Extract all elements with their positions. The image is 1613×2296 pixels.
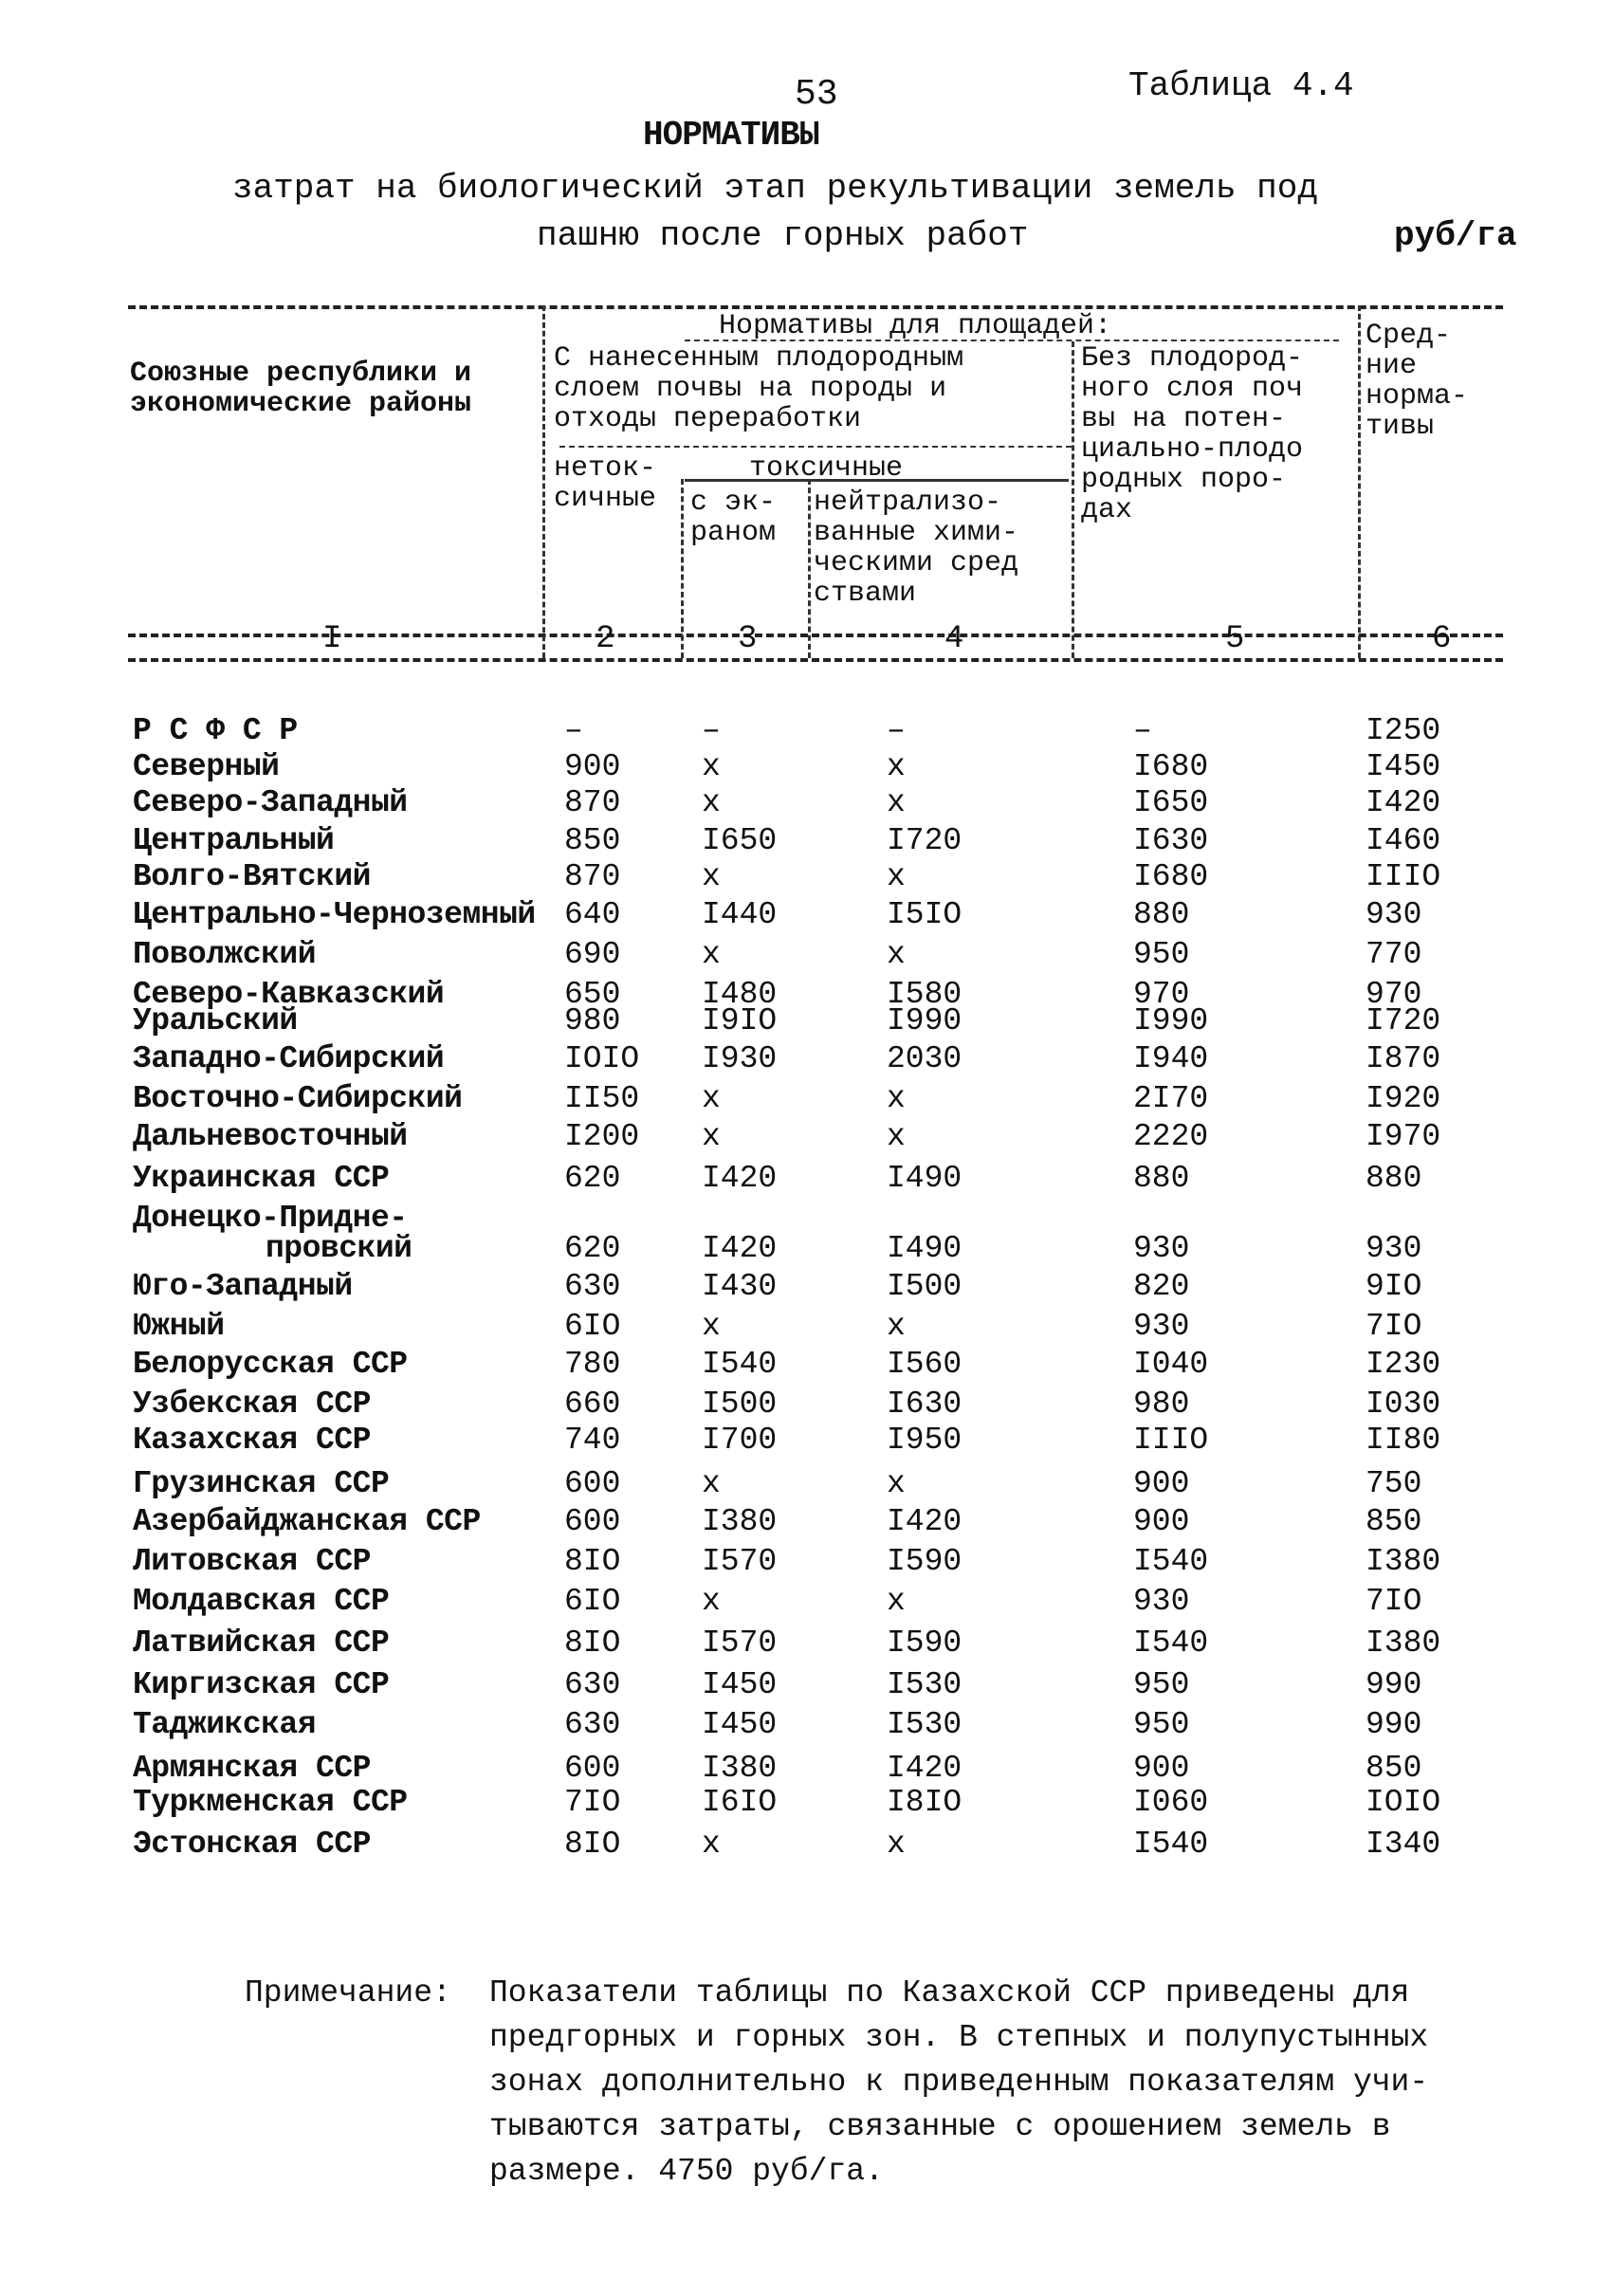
table-row bbox=[133, 1347, 1498, 1385]
table-row bbox=[133, 1466, 1498, 1504]
table-row bbox=[133, 1785, 1498, 1823]
value-col-4: I5IO bbox=[887, 897, 962, 932]
region-name: Эстонская ССР bbox=[133, 1827, 371, 1862]
column-number-1: I bbox=[322, 621, 342, 657]
value-col-2: 870 bbox=[564, 859, 621, 894]
value-col-2: 630 bbox=[564, 1269, 621, 1304]
value-col-2: 8IO bbox=[564, 1827, 621, 1862]
value-col-6: I380 bbox=[1366, 1626, 1441, 1661]
value-col-2: 600 bbox=[564, 1751, 621, 1786]
value-col-2: 600 bbox=[564, 1504, 621, 1539]
region-name: Северный bbox=[133, 749, 280, 784]
table-row bbox=[133, 1119, 1498, 1157]
value-col-3: x bbox=[702, 1827, 721, 1862]
value-col-4: I560 bbox=[887, 1347, 962, 1382]
value-col-5: IIIO bbox=[1133, 1423, 1209, 1458]
region-name: Казахская ССР bbox=[133, 1423, 371, 1458]
value-col-5: 930 bbox=[1133, 1309, 1190, 1344]
value-col-3: x bbox=[702, 1309, 721, 1344]
value-col-4: x bbox=[887, 1119, 906, 1154]
region-name: Южный bbox=[133, 1309, 225, 1344]
value-col-6: I920 bbox=[1366, 1081, 1441, 1116]
value-col-6: IOIO bbox=[1366, 1785, 1441, 1820]
value-col-3: I9IO bbox=[702, 1003, 778, 1038]
value-col-3: I480 bbox=[702, 977, 778, 1012]
value-col-3: – bbox=[702, 713, 721, 748]
value-col-3: x bbox=[702, 785, 721, 820]
region-name: Молдавская ССР bbox=[133, 1584, 390, 1619]
value-col-6: 7IO bbox=[1366, 1584, 1422, 1619]
value-col-6: I970 bbox=[1366, 1119, 1441, 1154]
column-number-2: 2 bbox=[596, 621, 615, 657]
value-col-3: x bbox=[702, 859, 721, 894]
value-col-4: x bbox=[887, 937, 906, 972]
value-col-3: I570 bbox=[702, 1544, 778, 1579]
table-row bbox=[133, 937, 1498, 975]
value-col-3: x bbox=[702, 1584, 721, 1619]
value-col-3: x bbox=[702, 937, 721, 972]
table-row bbox=[133, 1387, 1498, 1424]
value-col-5: 2220 bbox=[1133, 1119, 1209, 1154]
table-row bbox=[133, 713, 1498, 751]
value-col-6: 990 bbox=[1366, 1667, 1422, 1702]
value-col-2: 780 bbox=[564, 1347, 621, 1382]
page-number: 53 bbox=[795, 74, 838, 115]
table-row bbox=[133, 823, 1498, 861]
value-col-3: I430 bbox=[702, 1269, 778, 1304]
value-col-5: – bbox=[1133, 713, 1152, 748]
footnote-label: Примечание: bbox=[245, 1975, 451, 2011]
table-row bbox=[133, 785, 1498, 823]
value-col-6: 930 bbox=[1366, 897, 1422, 932]
value-col-2: 6IO bbox=[564, 1584, 621, 1619]
value-col-2: 630 bbox=[564, 1707, 621, 1742]
header-bottom-rule-2 bbox=[128, 658, 1503, 662]
region-name: Дальневосточный bbox=[133, 1119, 408, 1154]
value-col-6: 850 bbox=[1366, 1504, 1422, 1539]
value-col-5: 900 bbox=[1133, 1504, 1190, 1539]
column-number-4: 4 bbox=[944, 621, 964, 657]
value-col-2: 620 bbox=[564, 1161, 621, 1196]
value-col-2: 8IO bbox=[564, 1544, 621, 1579]
value-col-6: I030 bbox=[1366, 1387, 1441, 1422]
value-col-4: I530 bbox=[887, 1667, 962, 1702]
value-col-5: 900 bbox=[1133, 1466, 1190, 1501]
vertical-divider-5 bbox=[1358, 305, 1361, 658]
value-col-6: I420 bbox=[1366, 785, 1441, 820]
table-row bbox=[133, 1827, 1498, 1864]
value-col-5: 980 bbox=[1133, 1387, 1190, 1422]
value-col-5: I680 bbox=[1133, 859, 1209, 894]
value-col-2: – bbox=[564, 713, 583, 748]
value-col-2: 7IO bbox=[564, 1785, 621, 1820]
vertical-divider-4 bbox=[1072, 341, 1074, 658]
table-row bbox=[133, 1161, 1498, 1199]
region-name: Юго-Западный bbox=[133, 1269, 353, 1304]
value-col-6: 930 bbox=[1366, 1231, 1422, 1266]
header-screen: с эк- раном bbox=[690, 487, 777, 549]
value-col-4: I490 bbox=[887, 1231, 962, 1266]
value-col-5: 950 bbox=[1133, 1667, 1190, 1702]
region-name: Туркменская ССР bbox=[133, 1785, 408, 1820]
header-average: Сред- ние норма- тивы bbox=[1366, 320, 1469, 443]
value-col-3: x bbox=[702, 1119, 721, 1154]
value-col-4: I630 bbox=[887, 1387, 962, 1422]
value-col-2: IOIO bbox=[564, 1041, 640, 1076]
value-col-4: x bbox=[887, 1827, 906, 1862]
table-row bbox=[133, 1504, 1498, 1542]
value-col-2: 900 bbox=[564, 749, 621, 784]
vertical-divider-2 bbox=[681, 479, 684, 658]
table-row bbox=[133, 1667, 1498, 1705]
region-name: Уральский bbox=[133, 1003, 298, 1038]
value-col-4: I420 bbox=[887, 1751, 962, 1786]
value-col-2: 740 bbox=[564, 1423, 621, 1458]
value-col-4: x bbox=[887, 1466, 906, 1501]
value-col-5: 950 bbox=[1133, 937, 1190, 972]
value-col-5: I060 bbox=[1133, 1785, 1209, 1820]
value-col-3: I450 bbox=[702, 1667, 778, 1702]
header-group: Нормативы для площадей: bbox=[719, 310, 1112, 342]
table-row bbox=[133, 1081, 1498, 1119]
value-col-5: I990 bbox=[1133, 1003, 1209, 1038]
region-name: Северо-Кавказский bbox=[133, 977, 445, 1012]
value-col-5: I940 bbox=[1133, 1041, 1209, 1076]
value-col-4: I500 bbox=[887, 1269, 962, 1304]
value-col-2: 630 bbox=[564, 1667, 621, 1702]
value-col-5: 880 bbox=[1133, 1161, 1190, 1196]
region-name: Донецко-Придне- bbox=[133, 1201, 408, 1236]
unit-label: руб/га bbox=[1394, 216, 1517, 255]
table-row bbox=[133, 859, 1498, 897]
region-name: провский bbox=[266, 1231, 412, 1266]
value-col-6: I450 bbox=[1366, 749, 1441, 784]
column-number-5: 5 bbox=[1225, 621, 1245, 657]
value-col-6: I230 bbox=[1366, 1347, 1441, 1382]
table-row bbox=[133, 1003, 1498, 1041]
value-col-3: I540 bbox=[702, 1347, 778, 1382]
value-col-4: I720 bbox=[887, 823, 962, 858]
value-col-5: I630 bbox=[1133, 823, 1209, 858]
value-col-6: I870 bbox=[1366, 1041, 1441, 1076]
value-col-4: 2030 bbox=[887, 1041, 962, 1076]
value-col-5: 900 bbox=[1133, 1751, 1190, 1786]
value-col-4: – bbox=[887, 713, 906, 748]
region-name: Центральный bbox=[133, 823, 335, 858]
region-name: Таджикская bbox=[133, 1707, 317, 1742]
table-row bbox=[133, 1707, 1498, 1745]
vertical-divider-1 bbox=[542, 305, 545, 658]
header-nontoxic: неток- сичные bbox=[554, 452, 657, 515]
value-col-2: II50 bbox=[564, 1081, 640, 1116]
value-col-4: I420 bbox=[887, 1504, 962, 1539]
footnote-text: Показатели таблицы по Казахской ССР приведены для предгорных и горных зон. В степных и полупустынных зонах дополнительно к приведенным показателям учи- тываются затраты, связанные с орошением земель в размере. 4750 руб/га. bbox=[489, 1975, 1429, 2189]
table-row bbox=[133, 1751, 1498, 1789]
value-col-2: 620 bbox=[564, 1231, 621, 1266]
region-name: Волго-Вятский bbox=[133, 859, 371, 894]
value-col-5: I680 bbox=[1133, 749, 1209, 784]
value-col-2: 640 bbox=[564, 897, 621, 932]
value-col-6: II80 bbox=[1366, 1423, 1441, 1458]
header-without-soil: Без плодород- ного слоя поч вы на потен- циально-плодо родных поро- дах bbox=[1081, 342, 1304, 526]
subtitle-line-1: затрат на биологический этап рекультивации земель под bbox=[232, 169, 1318, 208]
region-name: Западно-Сибирский bbox=[133, 1041, 445, 1076]
table-row bbox=[133, 749, 1498, 787]
value-col-5: 970 bbox=[1133, 977, 1190, 1012]
header-toxic: токсичные bbox=[749, 452, 904, 485]
region-name: Латвийская ССР bbox=[133, 1626, 390, 1661]
column-number-6: 6 bbox=[1432, 621, 1452, 657]
value-col-3: I500 bbox=[702, 1387, 778, 1422]
value-col-4: x bbox=[887, 1309, 906, 1344]
value-col-2: I200 bbox=[564, 1119, 640, 1154]
value-col-5: I040 bbox=[1133, 1347, 1209, 1382]
table-label: Таблица 4.4 bbox=[1128, 66, 1354, 105]
subtitle-line-2: пашню после горных работ bbox=[537, 216, 1029, 255]
value-col-3: I700 bbox=[702, 1423, 778, 1458]
region-name: Литовская ССР bbox=[133, 1544, 371, 1579]
value-col-3: I450 bbox=[702, 1707, 778, 1742]
value-col-6: I340 bbox=[1366, 1827, 1441, 1862]
table-row bbox=[133, 1544, 1498, 1582]
value-col-6: 970 bbox=[1366, 977, 1422, 1012]
value-col-4: I950 bbox=[887, 1423, 962, 1458]
value-col-3: I570 bbox=[702, 1626, 778, 1661]
table-row bbox=[133, 897, 1498, 935]
value-col-5: I540 bbox=[1133, 1544, 1209, 1579]
value-col-4: I530 bbox=[887, 1707, 962, 1742]
column-number-3: 3 bbox=[738, 621, 758, 657]
region-name: Киргизская ССР bbox=[133, 1667, 390, 1702]
value-col-6: 880 bbox=[1366, 1161, 1422, 1196]
value-col-3: I420 bbox=[702, 1161, 778, 1196]
header-col1: Союзные республики и экономические районы bbox=[130, 358, 472, 420]
header-top-rule bbox=[128, 305, 1503, 309]
value-col-2: 8IO bbox=[564, 1626, 621, 1661]
table-row bbox=[133, 1309, 1498, 1347]
region-name: Узбекская ССР bbox=[133, 1387, 371, 1422]
value-col-6: I720 bbox=[1366, 1003, 1441, 1038]
value-col-6: 770 bbox=[1366, 937, 1422, 972]
value-col-6: 7IO bbox=[1366, 1309, 1422, 1344]
value-col-3: I380 bbox=[702, 1504, 778, 1539]
value-col-6: I250 bbox=[1366, 713, 1441, 748]
page-title: НОРМАТИВЫ bbox=[643, 116, 819, 155]
value-col-6: 990 bbox=[1366, 1707, 1422, 1742]
value-col-4: I590 bbox=[887, 1626, 962, 1661]
header-with-soil: С нанесенным плодородным слоем почвы на породы и отходы переработки bbox=[554, 342, 964, 435]
value-col-3: I440 bbox=[702, 897, 778, 932]
region-name: Восточно-Сибирский bbox=[133, 1081, 463, 1116]
value-col-5: 950 bbox=[1133, 1707, 1190, 1742]
value-col-5: I650 bbox=[1133, 785, 1209, 820]
value-col-3: I650 bbox=[702, 823, 778, 858]
region-name: Северо-Западный bbox=[133, 785, 408, 820]
value-col-5: 820 bbox=[1133, 1269, 1190, 1304]
value-col-5: I540 bbox=[1133, 1827, 1209, 1862]
value-col-5: 930 bbox=[1133, 1584, 1190, 1619]
value-col-2: 980 bbox=[564, 1003, 621, 1038]
value-col-4: I990 bbox=[887, 1003, 962, 1038]
value-col-6: 750 bbox=[1366, 1466, 1422, 1501]
value-col-4: x bbox=[887, 749, 906, 784]
region-name: Азербайджанская ССР bbox=[133, 1504, 481, 1539]
value-col-6: IIIO bbox=[1366, 859, 1441, 894]
value-col-4: I580 bbox=[887, 977, 962, 1012]
value-col-6: I460 bbox=[1366, 823, 1441, 858]
soil-underline bbox=[559, 446, 1072, 448]
value-col-2: 690 bbox=[564, 937, 621, 972]
table-row bbox=[133, 1041, 1498, 1079]
region-name: Поволжский bbox=[133, 937, 317, 972]
value-col-2: 600 bbox=[564, 1466, 621, 1501]
value-col-5: 2I70 bbox=[1133, 1081, 1209, 1116]
value-col-4: x bbox=[887, 785, 906, 820]
value-col-2: 6IO bbox=[564, 1309, 621, 1344]
value-col-4: x bbox=[887, 1081, 906, 1116]
value-col-3: I930 bbox=[702, 1041, 778, 1076]
region-name: Армянская ССР bbox=[133, 1751, 371, 1786]
value-col-5: 930 bbox=[1133, 1231, 1190, 1266]
vertical-divider-3 bbox=[808, 479, 811, 658]
value-col-6: I380 bbox=[1366, 1544, 1441, 1579]
value-col-4: x bbox=[887, 1584, 906, 1619]
table-row bbox=[133, 1584, 1498, 1622]
value-col-4: x bbox=[887, 859, 906, 894]
value-col-2: 660 bbox=[564, 1387, 621, 1422]
value-col-6: 850 bbox=[1366, 1751, 1422, 1786]
region-name: Центрально-Черноземный bbox=[133, 897, 536, 932]
value-col-3: x bbox=[702, 1466, 721, 1501]
value-col-2: 850 bbox=[564, 823, 621, 858]
table-row bbox=[133, 1423, 1498, 1460]
region-name: Р С Ф С Р bbox=[133, 713, 298, 748]
table-row bbox=[133, 1269, 1498, 1307]
region-name: Грузинская ССР bbox=[133, 1466, 390, 1501]
value-col-2: 870 bbox=[564, 785, 621, 820]
value-col-6: 9IO bbox=[1366, 1269, 1422, 1304]
value-col-3: I6IO bbox=[702, 1785, 778, 1820]
table-row bbox=[133, 1626, 1498, 1663]
table-row bbox=[133, 1231, 1498, 1269]
value-col-4: I490 bbox=[887, 1161, 962, 1196]
region-name: Белорусская ССР bbox=[133, 1347, 408, 1382]
header-neutralized: нейтрализо- ванные хими- ческими сред ствами bbox=[814, 487, 1019, 610]
value-col-3: x bbox=[702, 1081, 721, 1116]
value-col-2: 650 bbox=[564, 977, 621, 1012]
value-col-5: I540 bbox=[1133, 1626, 1209, 1661]
value-col-5: 880 bbox=[1133, 897, 1190, 932]
value-col-4: I8IO bbox=[887, 1785, 962, 1820]
value-col-4: I590 bbox=[887, 1544, 962, 1579]
region-name: Украинская ССР bbox=[133, 1161, 390, 1196]
value-col-3: x bbox=[702, 749, 721, 784]
value-col-3: I420 bbox=[702, 1231, 778, 1266]
value-col-3: I380 bbox=[702, 1751, 778, 1786]
